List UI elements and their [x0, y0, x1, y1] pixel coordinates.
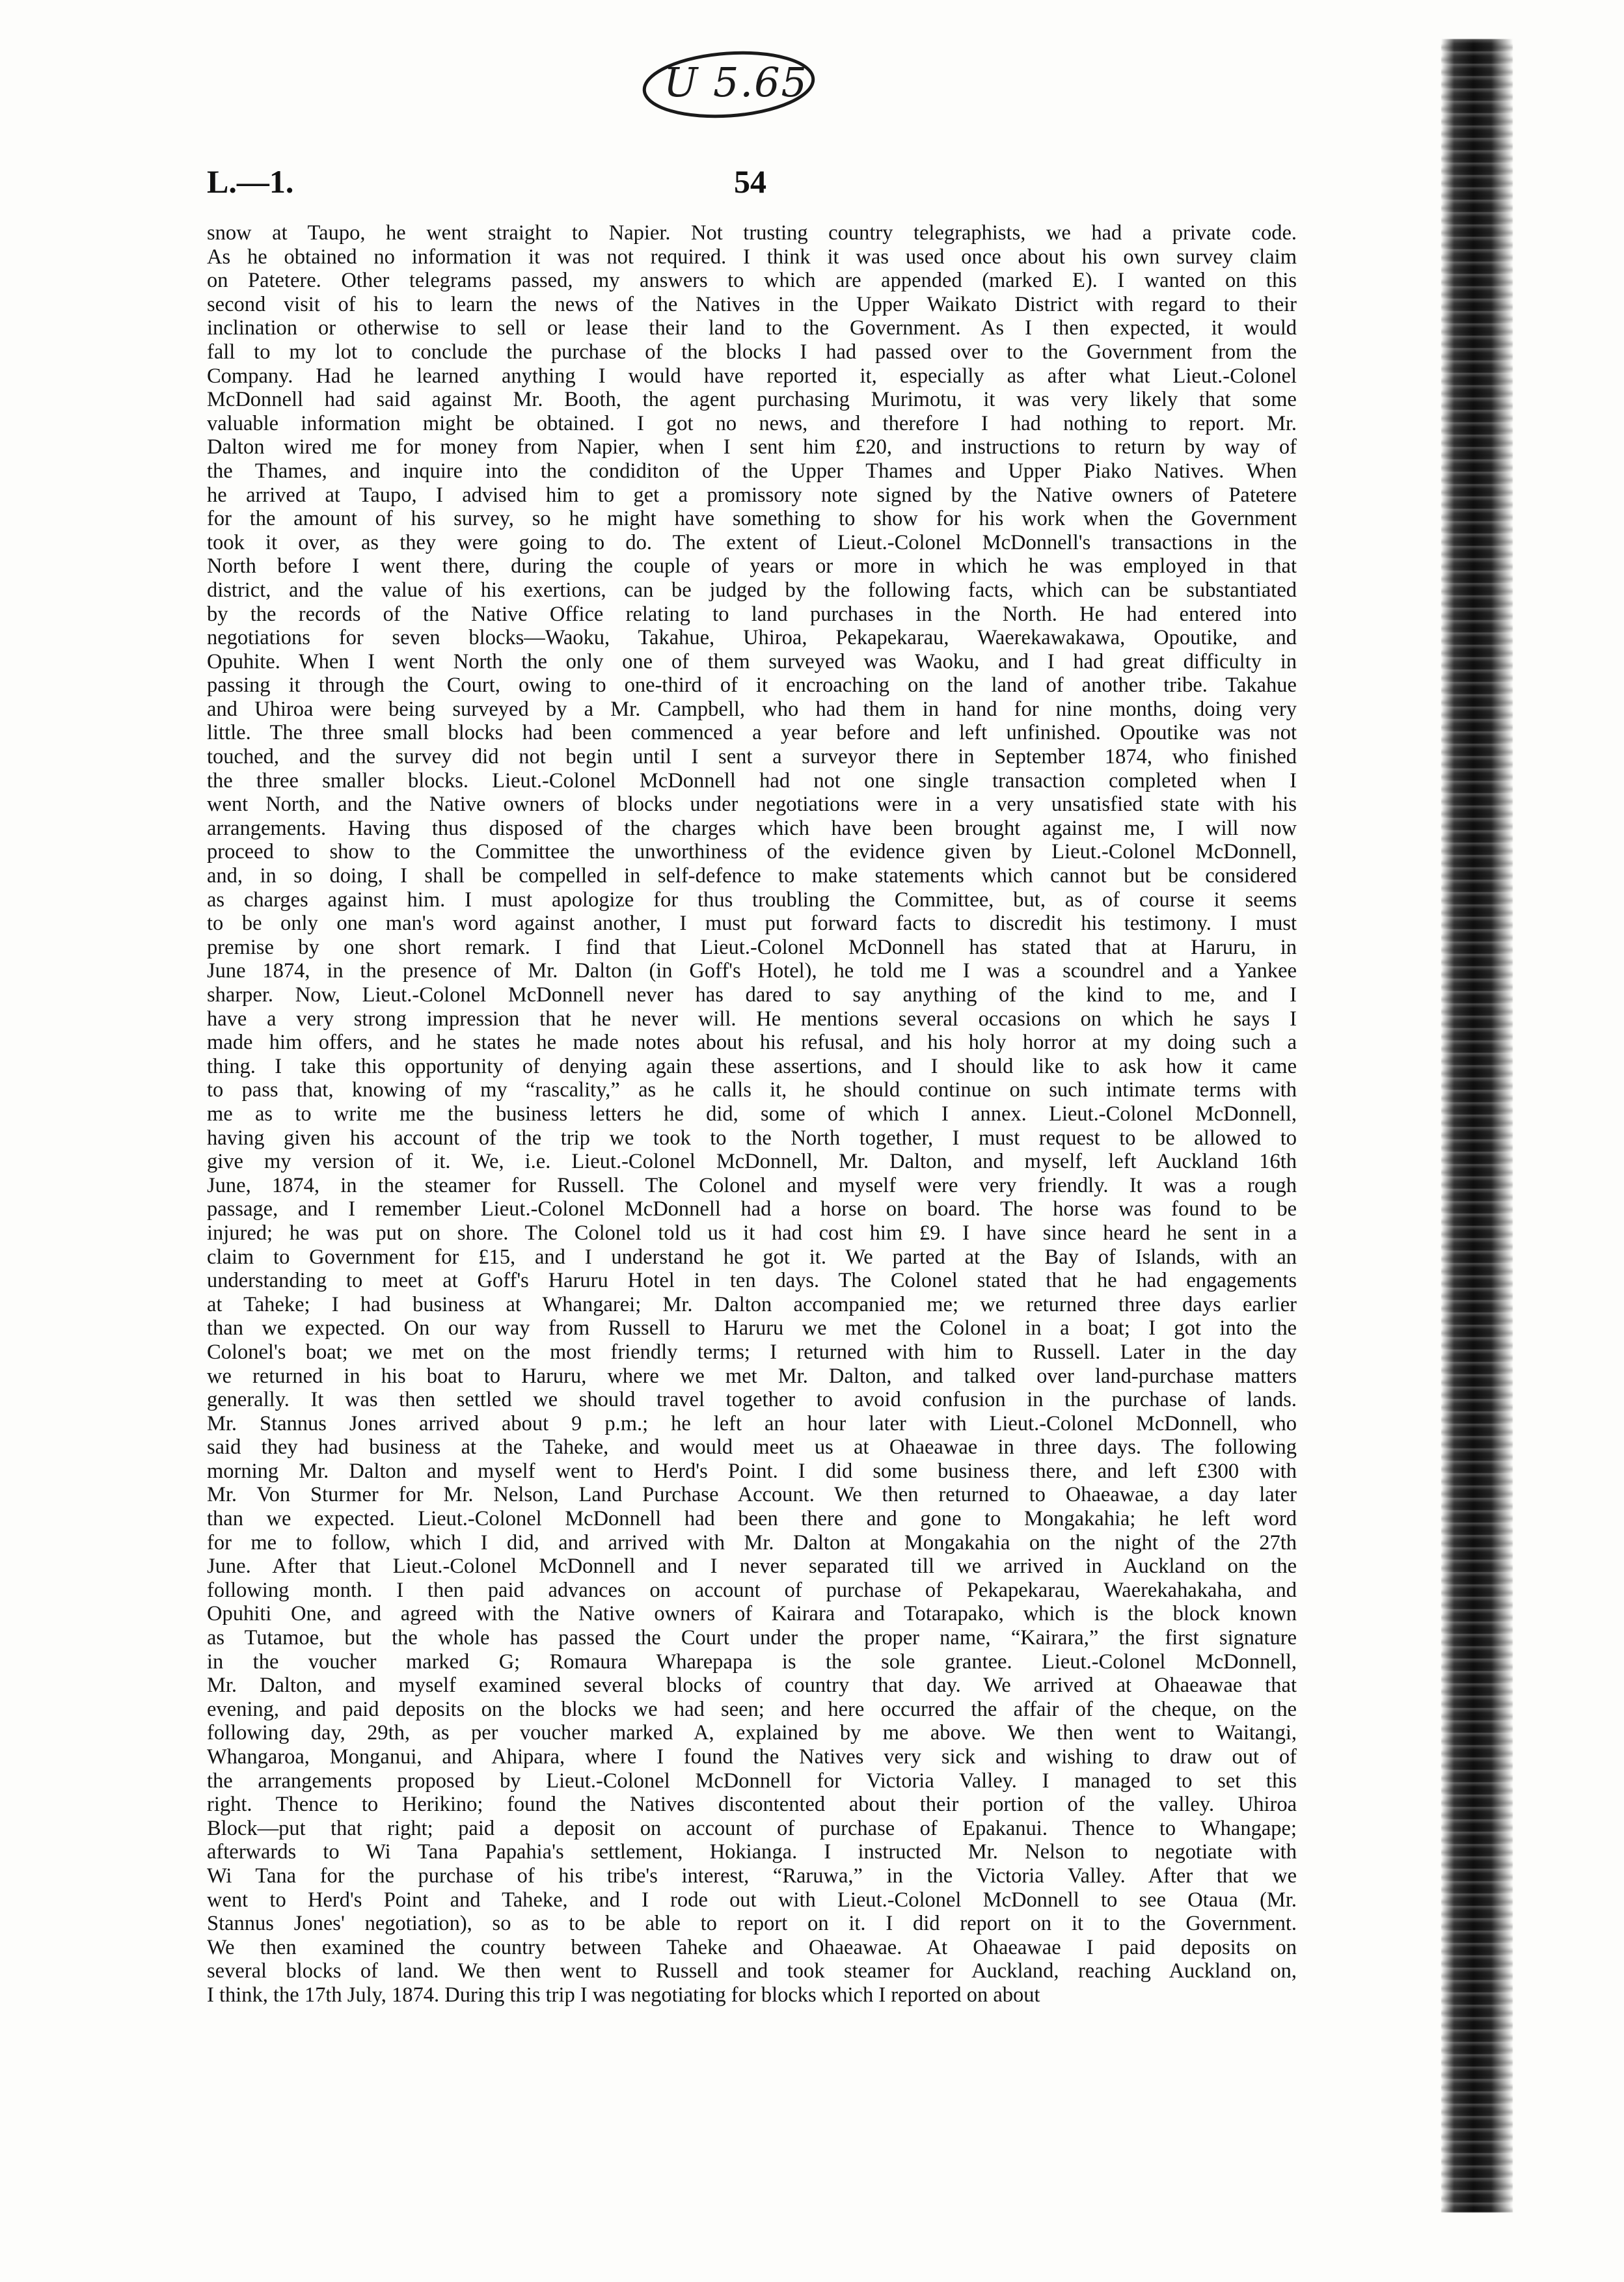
- text-line: passing it through the Court, owing to one-third of it encroaching on the land of another tribe. Takahue: [207, 673, 1297, 698]
- text-line: on Patetere. Other telegrams passed, my answers to which are appended (marked E). I wanted on this: [207, 269, 1297, 293]
- binding-edge-shadow: [1441, 39, 1513, 2212]
- text-line: thing. I take this opportunity of denying again these assertions, and I should like to ask how it came: [207, 1054, 1297, 1078]
- text-line: the Thames, and inquire into the condiditon of the Upper Thames and Upper Piako Natives. When: [207, 459, 1297, 483]
- text-line: Stannus Jones' negotiation), so as to be able to report on it. I did report on it to the Government.: [207, 1912, 1297, 1936]
- text-line: injured; he was put on shore. The Colonel told us it had cost him £9. I have since heard he sent in a: [207, 1221, 1297, 1245]
- text-line: Dalton wired me for money from Napier, when I sent him £20, and instructions to return by way of: [207, 435, 1297, 459]
- text-line: took it over, as they were going to do. The extent of Lieut.-Colonel McDonnell's transactions in the: [207, 530, 1297, 554]
- text-line: went North, and the Native owners of blocks under negotiations were in a very unsatisfied state with his: [207, 793, 1297, 817]
- body-text: [207, 221, 1297, 2007]
- text-line: afterwards to Wi Tana Papahia's settlement, Hokianga. I instructed Mr. Nelson to negotiate with: [207, 1840, 1297, 1864]
- text-line: by the records of the Native Office relating to land purchases in the North. He had entered into: [207, 602, 1297, 626]
- text-line: Wi Tana for the purchase of his tribe's interest, “Raruwa,” in the Victoria Valley. After that we: [207, 1864, 1297, 1888]
- text-line: said they had business at the Taheke, and would meet us at Ohaeawae in three days. The following: [207, 1435, 1297, 1460]
- text-line: valuable information might be obtained. I got no news, and therefore I had nothing to report. Mr.: [207, 411, 1297, 435]
- text-line: inclination or otherwise to sell or lease their land to the Government. As I then expected, it would: [207, 316, 1297, 340]
- text-line: as Tutamoe, but the whole has passed the Court under the proper name, “Kairara,” the first signature: [207, 1626, 1297, 1650]
- text-line: touched, and the survey did not begin until I sent a surveyor there in September 1874, who finished: [207, 745, 1297, 769]
- text-line: evening, and paid deposits on the blocks we had seen; and here occurred the affair of the cheque, on the: [207, 1697, 1297, 1721]
- text-line: district, and the value of his exertions, can be judged by the following facts, which can be substantiated: [207, 578, 1297, 602]
- text-line: passage, and I remember Lieut.-Colonel McDonnell had a horse on board. The horse was found to be: [207, 1197, 1297, 1221]
- text-line: claim to Government for £15, and I understand he got it. We parted at the Bay of Islands, with an: [207, 1245, 1297, 1269]
- text-line: Mr. Von Sturmer for Mr. Nelson, Land Purchase Account. We then returned to Ohaeawae, a day later: [207, 1483, 1297, 1507]
- text-line: following month. I then paid advances on account of purchase of Pekapekarau, Waerekahakaha, and: [207, 1578, 1297, 1602]
- text-line: to pass that, knowing of my “rascality,” as he calls it, he should continue on such intimate terms with: [207, 1078, 1297, 1102]
- text-line: Mr. Stannus Jones arrived about 9 p.m.; he left an hour later with Lieut.-Colonel McDonnell, who: [207, 1411, 1297, 1435]
- text-line: several blocks of land. We then went to Russell and took steamer for Auckland, reaching Auckland on,: [207, 1959, 1297, 1983]
- text-line: Whangaroa, Monganui, and Ahipara, where I found the Natives very sick and wishing to draw out of: [207, 1745, 1297, 1769]
- text-line: and Uhiroa were being surveyed by a Mr. Campbell, who had them in hand for nine months, doing very: [207, 697, 1297, 721]
- text-line: We then examined the country between Taheke and Ohaeawae. At Ohaeawae I paid deposits on: [207, 1935, 1297, 1959]
- text-line: have a very strong impression that he never will. He mentions several occasions on which he says I: [207, 1007, 1297, 1031]
- text-line: Opuhiti One, and agreed with the Native owners of Kairara and Totarapako, which is the block known: [207, 1602, 1297, 1626]
- text-line: June. After that Lieut.-Colonel McDonnell and I never separated till we arrived in Auckland on the: [207, 1555, 1297, 1579]
- text-line: following day, 29th, as per voucher marked A, explained by me above. We then went to Waitangi,: [207, 1721, 1297, 1745]
- text-line: than we expected. Lieut.-Colonel McDonnell had been there and gone to Mongakahia; he left word: [207, 1507, 1297, 1531]
- text-line: McDonnell had said against Mr. Booth, the agent purchasing Murimotu, it was very likely that some: [207, 388, 1297, 412]
- text-line: understanding to meet at Goff's Haruru Hotel in ten days. The Colonel stated that he had engagements: [207, 1269, 1297, 1293]
- text-line: than we expected. On our way from Russell to Haruru we met the Colonel in a boat; I got into the: [207, 1316, 1297, 1340]
- text-line: to be only one man's word against another, I must put forward facts to discredit his testimony. I must: [207, 912, 1297, 936]
- text-line: in the voucher marked G; Romaura Wharepapa is the sole grantee. Lieut.-Colonel McDonnell,: [207, 1650, 1297, 1674]
- document-reference: L.—1.: [207, 163, 294, 200]
- text-line: proceed to show to the Committee the unworthiness of the evidence given by Lieut.-Colonel McDonnell,: [207, 840, 1297, 864]
- text-line: give my version of it. We, i.e. Lieut.-Colonel McDonnell, Mr. Dalton, and myself, left Auckland 16th: [207, 1150, 1297, 1174]
- text-line: and, in so doing, I shall be compelled in self-defence to make statements which cannot but be considered: [207, 864, 1297, 888]
- text-line: arrangements. Having thus disposed of the charges which have been brought against me, I will now: [207, 816, 1297, 840]
- handwritten-mark-text: U 5.65: [664, 59, 809, 106]
- text-line: Colonel's boat; we met on the most friendly terms; I returned with him to Russell. Later in the day: [207, 1340, 1297, 1364]
- text-line: morning Mr. Dalton and myself went to Herd's Point. I did some business there, and left £300 with: [207, 1459, 1297, 1483]
- text-line: fall to my lot to conclude the purchase of the blocks I had passed over to the Government from the: [207, 340, 1297, 364]
- text-line: sharper. Now, Lieut.-Colonel McDonnell never has dared to say anything of the kind to me, and I: [207, 983, 1297, 1007]
- text-line: right. Thence to Herikino; found the Natives discontented about their portion of the valley. Uhiroa: [207, 1793, 1297, 1817]
- text-line: Mr. Dalton, and myself examined several blocks of country that day. We arrived at Ohaeawae that: [207, 1674, 1297, 1698]
- text-line: premise by one short remark. I find that Lieut.-Colonel McDonnell has stated that at Haruru, in: [207, 935, 1297, 959]
- text-line: having given his account of the trip we took to the North together, I must request to be allowed to: [207, 1126, 1297, 1150]
- text-line: I think, the 17th July, 1874. During this trip I was negotiating for blocks which I reported on about: [207, 1983, 1040, 2007]
- text-line: for the amount of his survey, so he might have something to show for his work when the Government: [207, 507, 1297, 531]
- text-line: little. The three small blocks had been commenced a year before and left unfinished. Opoutike was not: [207, 721, 1297, 745]
- page-number: 54: [734, 163, 766, 200]
- text-line: at Taheke; I had business at Whangarei; Mr. Dalton accompanied me; we returned three days earlier: [207, 1292, 1297, 1316]
- text-line: me as to write me the business letters he did, some of which I annex. Lieut.-Colonel McDonnell,: [207, 1102, 1297, 1126]
- text-line: he arrived at Taupo, I advised him to get a promissory note signed by the Native owners of Patetere: [207, 483, 1297, 507]
- text-line: for me to follow, which I did, and arrived with Mr. Dalton at Mongakahia on the night of the 27th: [207, 1530, 1297, 1555]
- text-line: snow at Taupo, he went straight to Napier. Not trusting country telegraphists, we had a private code.: [207, 221, 1297, 245]
- text-line: negotiations for seven blocks—Waoku, Takahue, Uhiroa, Pekapekarau, Waerekawakawa, Opoutike, and: [207, 626, 1297, 650]
- text-line: second visit of his to learn the news of the Natives in the Upper Waikato District with regard to their: [207, 292, 1297, 316]
- text-line: we returned in his boat to Haruru, where we met Mr. Dalton, and talked over land-purchase matters: [207, 1364, 1297, 1388]
- text-line: the arrangements proposed by Lieut.-Colonel McDonnell for Victoria Valley. I managed to set this: [207, 1769, 1297, 1793]
- text-line: went to Herd's Point and Taheke, and I rode out with Lieut.-Colonel McDonnell to see Otaua (Mr.: [207, 1888, 1297, 1912]
- text-line: generally. It was then settled we should travel together to avoid confusion in the purchase of lands.: [207, 1388, 1297, 1412]
- text-line: June 1874, in the presence of Mr. Dalton (in Goff's Hotel), he told me I was a scoundrel and a Yankee: [207, 959, 1297, 983]
- text-line: North before I went there, during the couple of years or more in which he was employed in that: [207, 554, 1297, 578]
- text-line: Company. Had he learned anything I would have reported it, especially as after what Lieut.-Colonel: [207, 364, 1297, 388]
- text-line: As he obtained no information it was not required. I think it was used once about his own survey claim: [207, 245, 1297, 269]
- text-line: made him offers, and he states he made notes about his refusal, and his holy horror at my doing such a: [207, 1031, 1297, 1055]
- text-line: Block—put that right; paid a deposit on account of purchase of Epakanui. Thence to Whangape;: [207, 1816, 1297, 1840]
- text-line: Opuhite. When I went North the only one of them surveyed was Waoku, and I had great difficulty in: [207, 649, 1297, 673]
- text-line: the three smaller blocks. Lieut.-Colonel McDonnell had not one single transaction completed when I: [207, 768, 1297, 793]
- text-line: as charges against him. I must apologize for thus troubling the Committee, but, as of course it seems: [207, 888, 1297, 912]
- text-line: June, 1874, in the steamer for Russell. The Colonel and myself were very friendly. It was a rough: [207, 1173, 1297, 1197]
- handwritten-annotation: [638, 46, 820, 124]
